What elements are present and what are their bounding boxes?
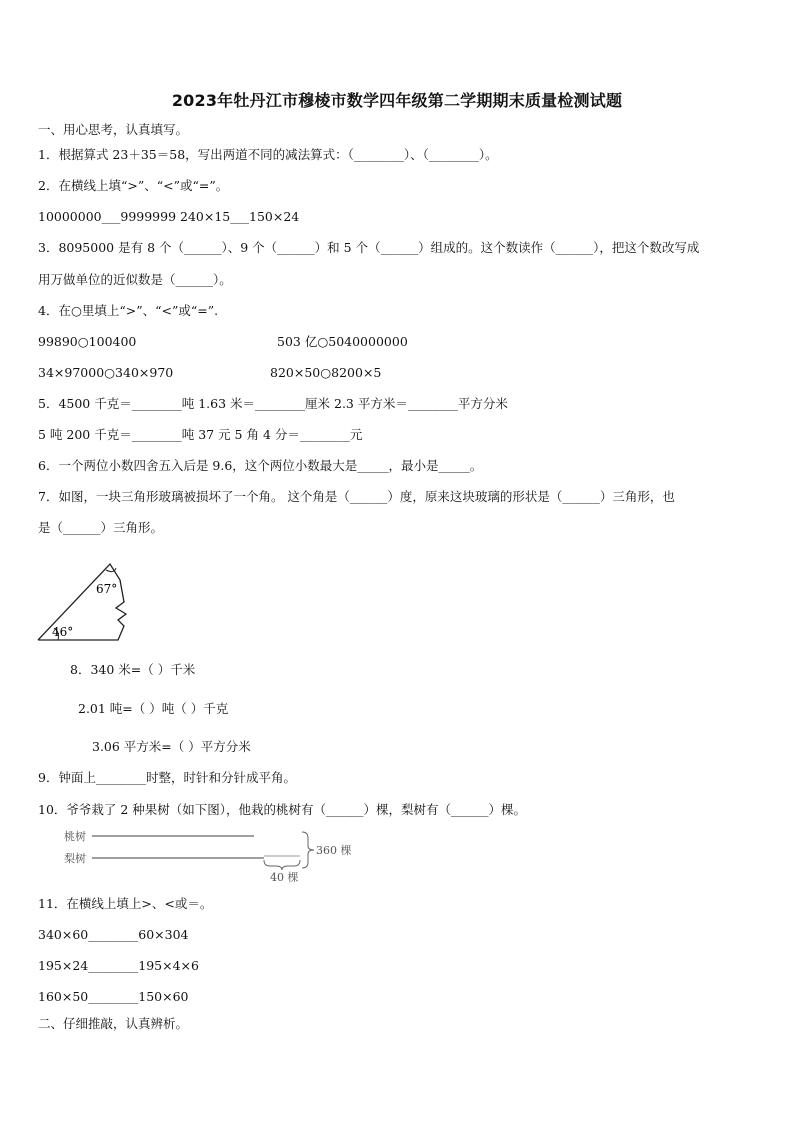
pear-label: 梨树 (64, 852, 86, 865)
question-3-line-2: 用万做单位的近似数是（______）。 (38, 272, 232, 287)
page-title: 2023年牡丹江市穆棱市数学四年级第二学期期末质量检测试题 (171, 91, 623, 110)
question-10: 10．爷爷栽了 2 种果树（如下图），他栽的桃树有（______）棵，梨树有（______）棵。 (38, 802, 527, 817)
question-8-line-1: 8．340 米=（ ）千米 (70, 662, 196, 677)
question-4-item-3: 34×97000○340×970 (38, 365, 174, 380)
total-360-label: 360 棵 (316, 844, 352, 857)
question-9: 9．钟面上________时整，时针和分针成平角。 (38, 770, 296, 785)
question-11-item-2: 195×24________195×4×6 (38, 958, 199, 973)
question-2: 2．在横线上填“>”、“<”或“=”。 (38, 178, 229, 193)
fruit-tree-diagram (58, 826, 368, 884)
question-3-line-1: 3．8095000 是有 8 个（______）、9 个（______）和 5 个（______）组成的。这个数读作（______），把这个数改写成 (38, 240, 700, 255)
question-1: 1．根据算式 23＋35＝58，写出两道不同的减法算式：（________）、（________）。 (38, 147, 498, 162)
question-2-items: 10000000___9999999 240×15___150×24 (38, 209, 300, 224)
question-11: 11．在横线上填上>、<或＝。 (38, 896, 213, 911)
question-11-item-1: 340×60________60×304 (38, 927, 189, 942)
angle-46-label: 46° (52, 625, 74, 639)
broken-triangle-figure (34, 556, 144, 646)
question-8-line-2: 2.01 吨=（ ）吨（ ）千克 (78, 701, 229, 716)
question-6: 6．一个两位小数四舍五入后是 9.6，这个两位小数最大是_____，最小是_____。 (38, 458, 483, 473)
question-7-line-2: 是（______）三角形。 (38, 520, 164, 535)
question-4-item-1: 99890○100400 (38, 334, 137, 349)
question-5-line-2: 5 吨 200 千克＝________吨 37 元 5 角 4 分＝________元 (38, 427, 363, 442)
question-4-item-4: 820×50○8200×5 (270, 365, 382, 380)
angle-67-label: 67° (96, 582, 118, 596)
question-8-line-3: 3.06 平方米=（ ）平方分米 (92, 739, 251, 754)
question-11-item-3: 160×50________150×60 (38, 989, 189, 1004)
section-2-heading: 二、仔细推敲，认真辨析。 (38, 1016, 189, 1031)
question-5-line-1: 5．4500 千克＝________吨 1.63 米＝________厘米 2.3 平方米＝________平方分米 (38, 396, 508, 411)
diff-40-label: 40 棵 (270, 871, 299, 884)
question-4-item-2: 503 亿○5040000000 (277, 334, 408, 349)
question-4: 4．在○里填上“>”、“<”或“=”. (38, 303, 219, 318)
section-1-heading: 一、用心思考，认真填写。 (38, 122, 189, 137)
peach-label: 桃树 (64, 830, 86, 843)
question-7-line-1: 7．如图，一块三角形玻璃被损坏了一个角。 这个角是（______）度，原来这块玻璃的形状是（______）三角形，也 (38, 489, 675, 504)
